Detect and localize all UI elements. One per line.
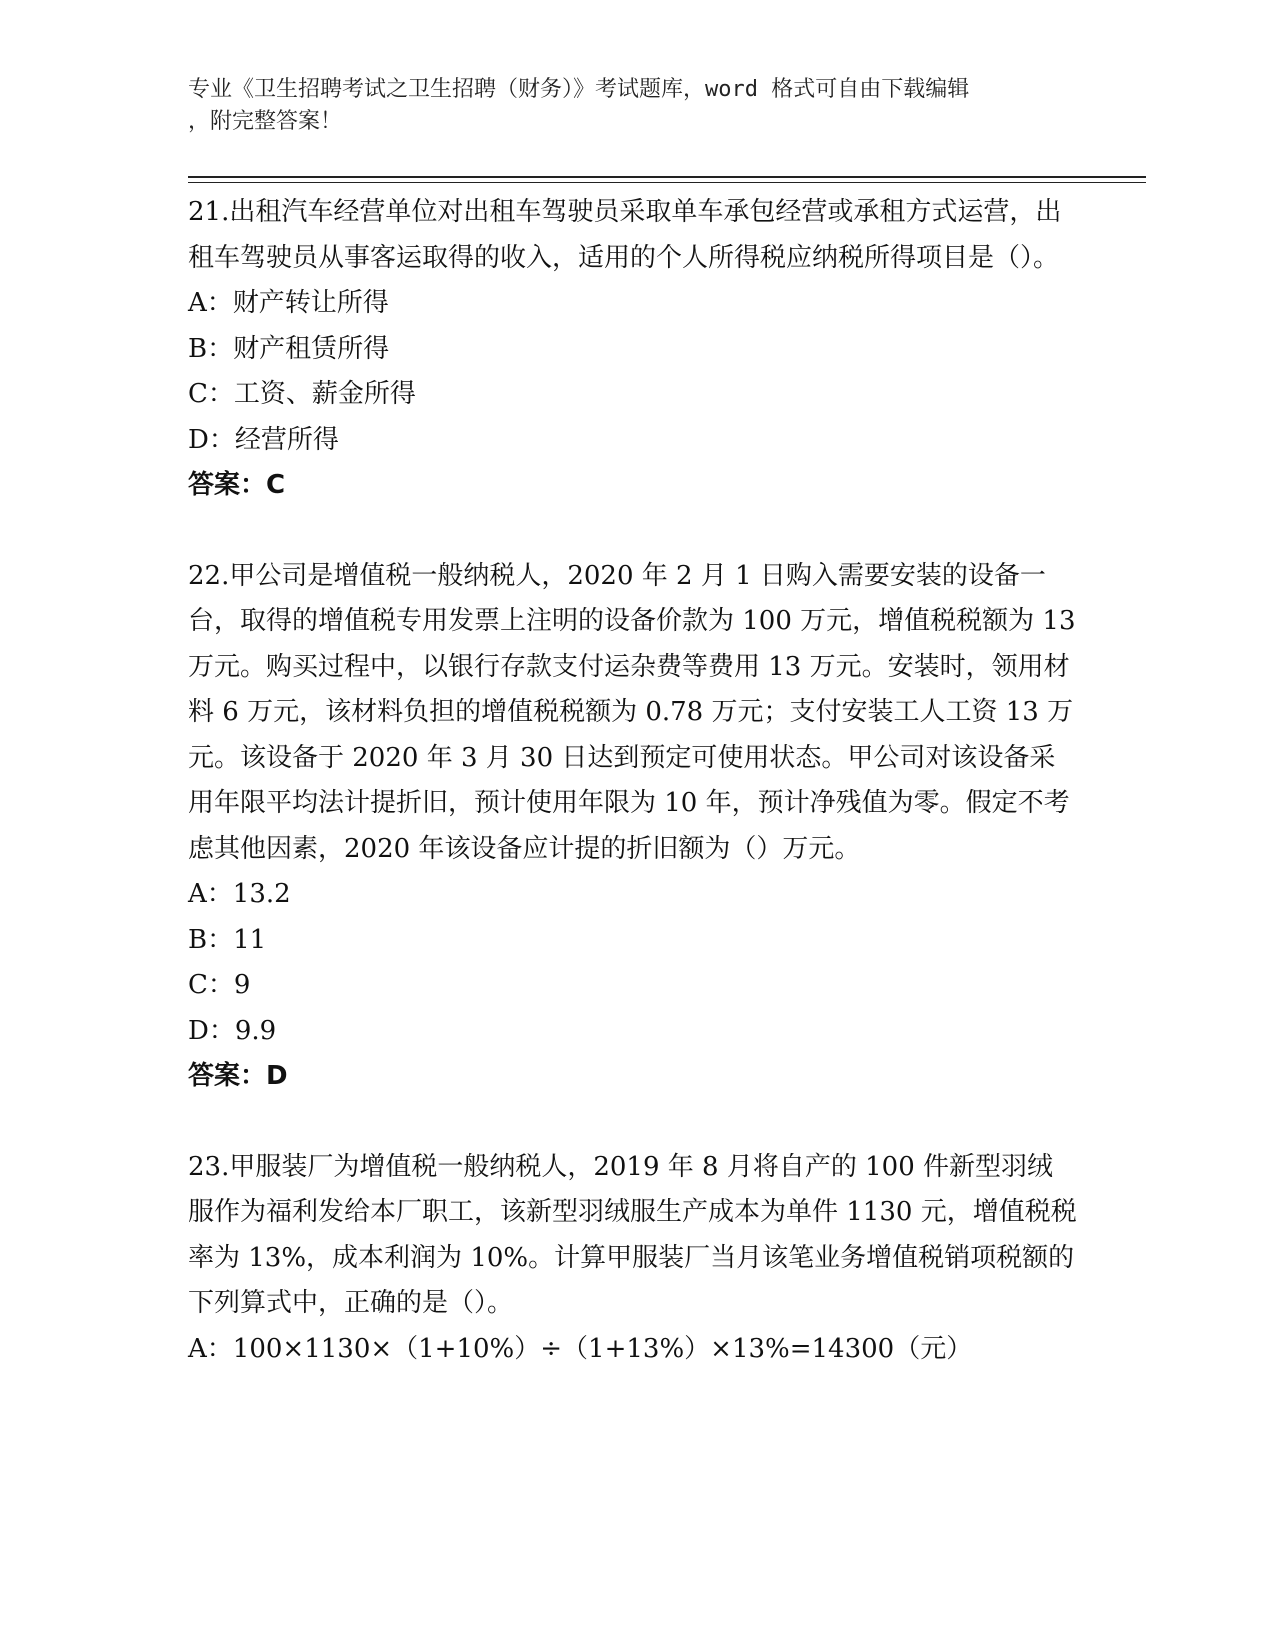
option-d: D：经营所得 (188, 424, 339, 455)
question-22 (188, 554, 1078, 1100)
header-line-2: ，附完整答案！ (188, 109, 343, 134)
question-23 (188, 1145, 1078, 1373)
question-stem: 21.出租汽车经营单位对出租车驾驶员采取单车承包经营或承租方式运营，出租车驾驶员从事客运取得的收入，适用的个人所得税应纳税所得项目是（）。 (188, 197, 1062, 273)
option-b: B：财产租赁所得 (188, 333, 390, 364)
question-stem: 23.甲服装厂为增值税一般纳税人，2019 年 8 月将自产的 100 件新型羽绒服作为福利发给本厂职工，该新型羽绒服生产成本为单件 1130 元，增值税税率为 13%，成本利润为 10%。计算甲服装厂当月该笔业务增值税销项税额的下列算式中，正确的是（）。 (188, 1151, 1077, 1318)
answer: 答案：D (188, 1061, 288, 1091)
document-header (188, 74, 1068, 138)
header-line-1: 专业《卫生招聘考试之卫生招聘（财务）》考试题库，word 格式可自由下载编辑 (188, 77, 970, 102)
header-divider-thin (188, 182, 1146, 183)
option-a: A：财产转让所得 (188, 288, 389, 318)
option-c: C：9 (188, 970, 251, 1000)
question-21 (188, 190, 1078, 509)
answer: 答案：C (188, 470, 286, 500)
option-b: B：11 (188, 924, 267, 955)
option-a: A：100×1130×（1+10%）÷（1+13%）×13%=14300（元） (188, 1333, 973, 1364)
option-a: A：13.2 (188, 879, 291, 909)
question-list (188, 190, 1078, 1417)
question-stem: 22.甲公司是增值税一般纳税人，2020 年 2 月 1 日购入需要安装的设备一台，取得的增值税专用发票上注明的设备价款为 100 万元，增值税税额为 13 万元。购买过程中，以银行存款支付运杂费等费用 13 万元。安装时，领用材料 6 万元，该材料负担的增值税税额为 0.78 万元；支付安装工人工资 13 万元。该设备于 2020 年 3 月 30 日达到预定可使用状态。甲公司对该设备采用年限平均法计提折旧，预计使用年限为 10 年，预计净残值为零。假定不考虑其他因素，2020 年该设备应计提的折旧额为（）万元。 (188, 560, 1076, 864)
option-d: D：9.9 (188, 1015, 277, 1046)
option-c: C：工资、薪金所得 (188, 379, 416, 409)
header-divider (188, 176, 1146, 178)
